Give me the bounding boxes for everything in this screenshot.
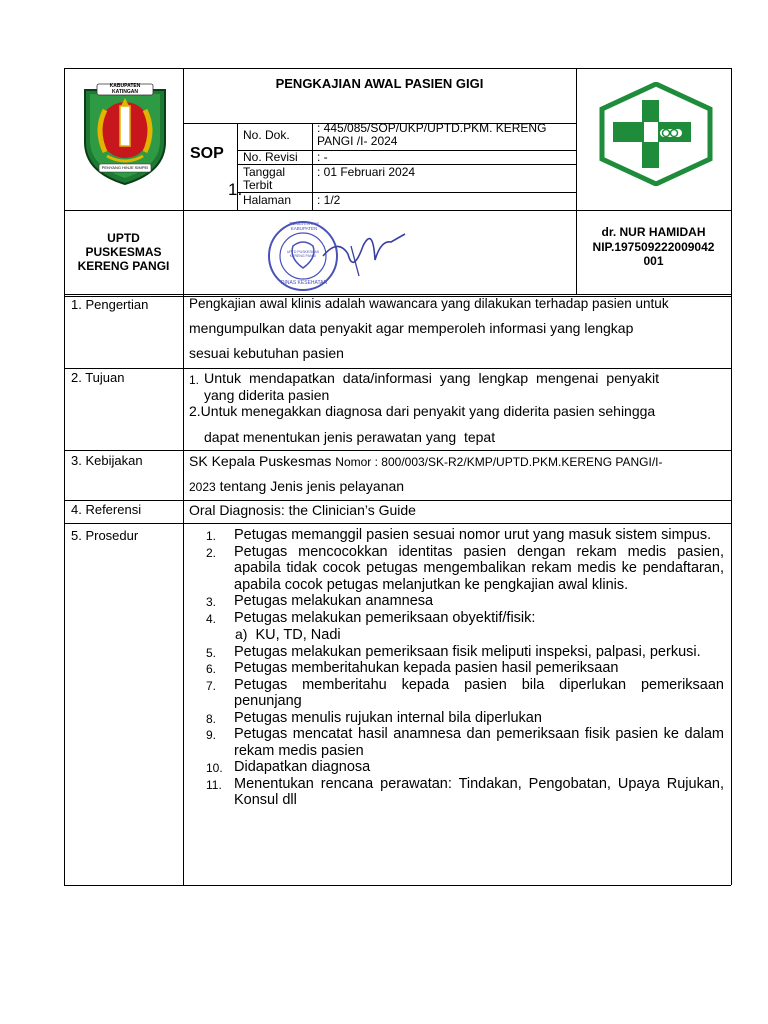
pengertian-line-2: mengumpulkan data penyakit agar memperoleh informasi yang lengkap — [189, 320, 634, 336]
meta-divider-2 — [312, 123, 313, 210]
prosedur-step-text: Petugas melakukan anamnesa — [234, 593, 434, 609]
section-line-0 — [64, 294, 731, 295]
prosedur-step — [184, 593, 724, 610]
prosedur-step-text: Petugas melakukan pemeriksaan obyektif/fisik: — [234, 609, 536, 626]
prosedur-step-number: 11. — [206, 777, 222, 792]
organization-name: UPTD PUSKESMAS KERENG PANGI — [77, 231, 170, 273]
prosedur-step-text: Petugas mencatat hasil anamnesa dan pemeriksaan fisik pasien ke dalam rekam medis pasien — [234, 726, 724, 759]
label-kebijakan: 3. Kebijakan — [71, 453, 143, 468]
tujuan-item-2-line-2: dapat menentukan jenis perawatan yang tepat — [204, 429, 496, 445]
kabupaten-katingan-crest — [77, 80, 173, 188]
border-right — [731, 68, 732, 885]
kebijakan-line-1 — [189, 453, 663, 471]
stamp-middle-text: UPTD PUSKESMAS KERENG PANGI — [286, 250, 320, 258]
prosedur-step — [184, 544, 724, 594]
prosedur-step — [184, 759, 724, 776]
tujuan-item-2-line-1: 2.Untuk menegakkan diagnosa dari penyakit yang diderita pasien sehingga — [189, 403, 656, 419]
kebijakan-tentang: tentang Jenis jenis pelayanan — [215, 478, 405, 494]
prosedur-step — [184, 610, 724, 627]
prosedur-list — [184, 527, 724, 809]
prosedur-step-number: 3. — [206, 595, 217, 609]
field-value-halaman: : 1/2 — [317, 193, 341, 207]
prosedur-step-text: Petugas menulis rujukan internal bila diperlukan — [234, 709, 542, 726]
tujuan-item-1-number: 1. — [189, 373, 200, 387]
kebijakan-nomor: Nomor : 800/003/SK-R2/KMP/UPTD.PKM.KERENG PANGI/I- — [335, 455, 663, 469]
puskesmas-cross-icon — [599, 82, 713, 186]
prosedur-step-number: 2. — [206, 545, 217, 560]
sop-number: 1. — [228, 180, 243, 199]
prosedur-step-number: 7. — [206, 678, 217, 693]
prosedur-step — [184, 626, 724, 644]
prosedur-step-text: Petugas memberitahu kepada pasien bila diperlukan pemeriksaan penunjang — [234, 676, 724, 709]
label-tujuan: 2. Tujuan — [71, 370, 125, 385]
prosedur-step — [184, 660, 724, 677]
prosedur-step-text: Petugas memberitahukan kepada pasien hasil pemeriksaan — [234, 660, 619, 676]
prosedur-step-number: 1. — [206, 529, 217, 543]
field-value-tanggal-terbit: : 01 Februari 2024 — [317, 165, 416, 179]
official-stamp — [263, 216, 413, 292]
section-line-2 — [64, 450, 731, 451]
border-bottom — [64, 885, 731, 886]
prosedur-step — [184, 644, 724, 661]
prosedur-step-text: Petugas melakukan pemeriksaan fisik meliputi inspeksi, palpasi, perkusi. — [234, 643, 701, 660]
prosedur-step-number: 6. — [206, 662, 217, 676]
pengertian-line-3: sesuai kebutuhan pasien — [189, 345, 344, 361]
section-line-1 — [64, 368, 731, 369]
field-value-no-revisi: : - — [317, 150, 328, 164]
prosedur-step — [184, 710, 724, 727]
prosedur-steps — [184, 527, 724, 809]
prosedur-step — [184, 776, 724, 809]
prosedur-step-number: 8. — [206, 711, 217, 726]
label-referensi: 4. Referensi — [71, 502, 142, 517]
tujuan-item-1-line-2: yang diderita pasien — [204, 387, 330, 403]
crest-bottom-text: PENYANG HINJE SIMPEI — [101, 165, 149, 170]
prosedur-step — [184, 527, 724, 544]
field-value-no-dok: : 445/085/SOP/UKP/UPTD.PKM. KERENG PANGI /I- 2024 — [317, 121, 547, 148]
prosedur-step-number: 4. — [206, 611, 217, 626]
field-label-halaman: Halaman — [243, 193, 292, 207]
section-line-4 — [64, 523, 731, 524]
crest-top-text: KABUPATEN KATINGAN — [109, 83, 141, 95]
signer-nip: NIP.197509222009042 001 — [592, 240, 715, 268]
kebijakan-year: 2023 — [189, 480, 216, 494]
document-title: PENGKAJIAN AWAL PASIEN GIGI — [275, 76, 484, 91]
prosedur-step — [184, 726, 724, 759]
header-divider — [64, 210, 731, 211]
signer-name: dr. NUR HAMIDAH — [601, 225, 706, 239]
section-line-3 — [64, 500, 731, 501]
border-left — [64, 68, 65, 885]
prosedur-step-text: Didapatkan diagnosa — [234, 759, 371, 775]
tujuan-item-1-line-1: Untuk mendapatkan data/informasi yang lengkap mengenai penyakit — [204, 371, 660, 387]
prosedur-step-text: Menentukan rencana perawatan: Tindakan, Pengobatan, Upaya Rujukan, Konsul dll — [234, 775, 724, 808]
prosedur-step-number: 5. — [206, 645, 217, 660]
label-prosedur: 5. Prosedur — [71, 528, 139, 543]
stamp-top-text: PEMERINTAH KABUPATEN — [289, 221, 319, 231]
prosedur-step-number: a) — [235, 626, 248, 642]
prosedur-step-number: 9. — [206, 728, 217, 742]
stamp-bottom-text: DINAS KESEHATAN — [280, 280, 328, 286]
prosedur-step-text: Petugas memanggil pasien sesuai nomor urut yang masuk sistem simpus. — [234, 527, 712, 543]
prosedur-step-text: KU, TD, Nadi — [255, 627, 341, 643]
pengertian-line-1: Pengkajian awal klinis adalah wawancara yang dilakukan terhadap pasien untuk — [189, 296, 669, 311]
field-label-no-dok: No. Dok. — [243, 128, 290, 142]
kebijakan-sk: SK Kepala Puskesmas — [189, 453, 336, 469]
field-label-no-revisi: No. Revisi — [243, 150, 298, 164]
prosedur-step — [184, 677, 724, 710]
sop-label: SOP — [190, 145, 224, 162]
crest-icon — [77, 80, 173, 188]
prosedur-step-text: Petugas mencocokkan identitas pasien dengan rekam medis pasien, apabila tidak cocok petugas mengembalikan rekam medis ke pendaftaran, apabila cocok petugas melanjutkan ke pengkajian awal klinis. — [234, 543, 724, 593]
referensi-text: Oral Diagnosis: the Clinician’s Guide — [189, 502, 416, 518]
kebijakan-line-2 — [189, 478, 404, 496]
prosedur-step-number: 10. — [206, 761, 223, 775]
puskesmas-logo — [599, 82, 713, 186]
field-label-tanggal-terbit: Tanggal Terbit — [243, 165, 286, 192]
label-pengertian: 1. Pengertian — [71, 297, 149, 312]
border-top — [64, 68, 731, 69]
